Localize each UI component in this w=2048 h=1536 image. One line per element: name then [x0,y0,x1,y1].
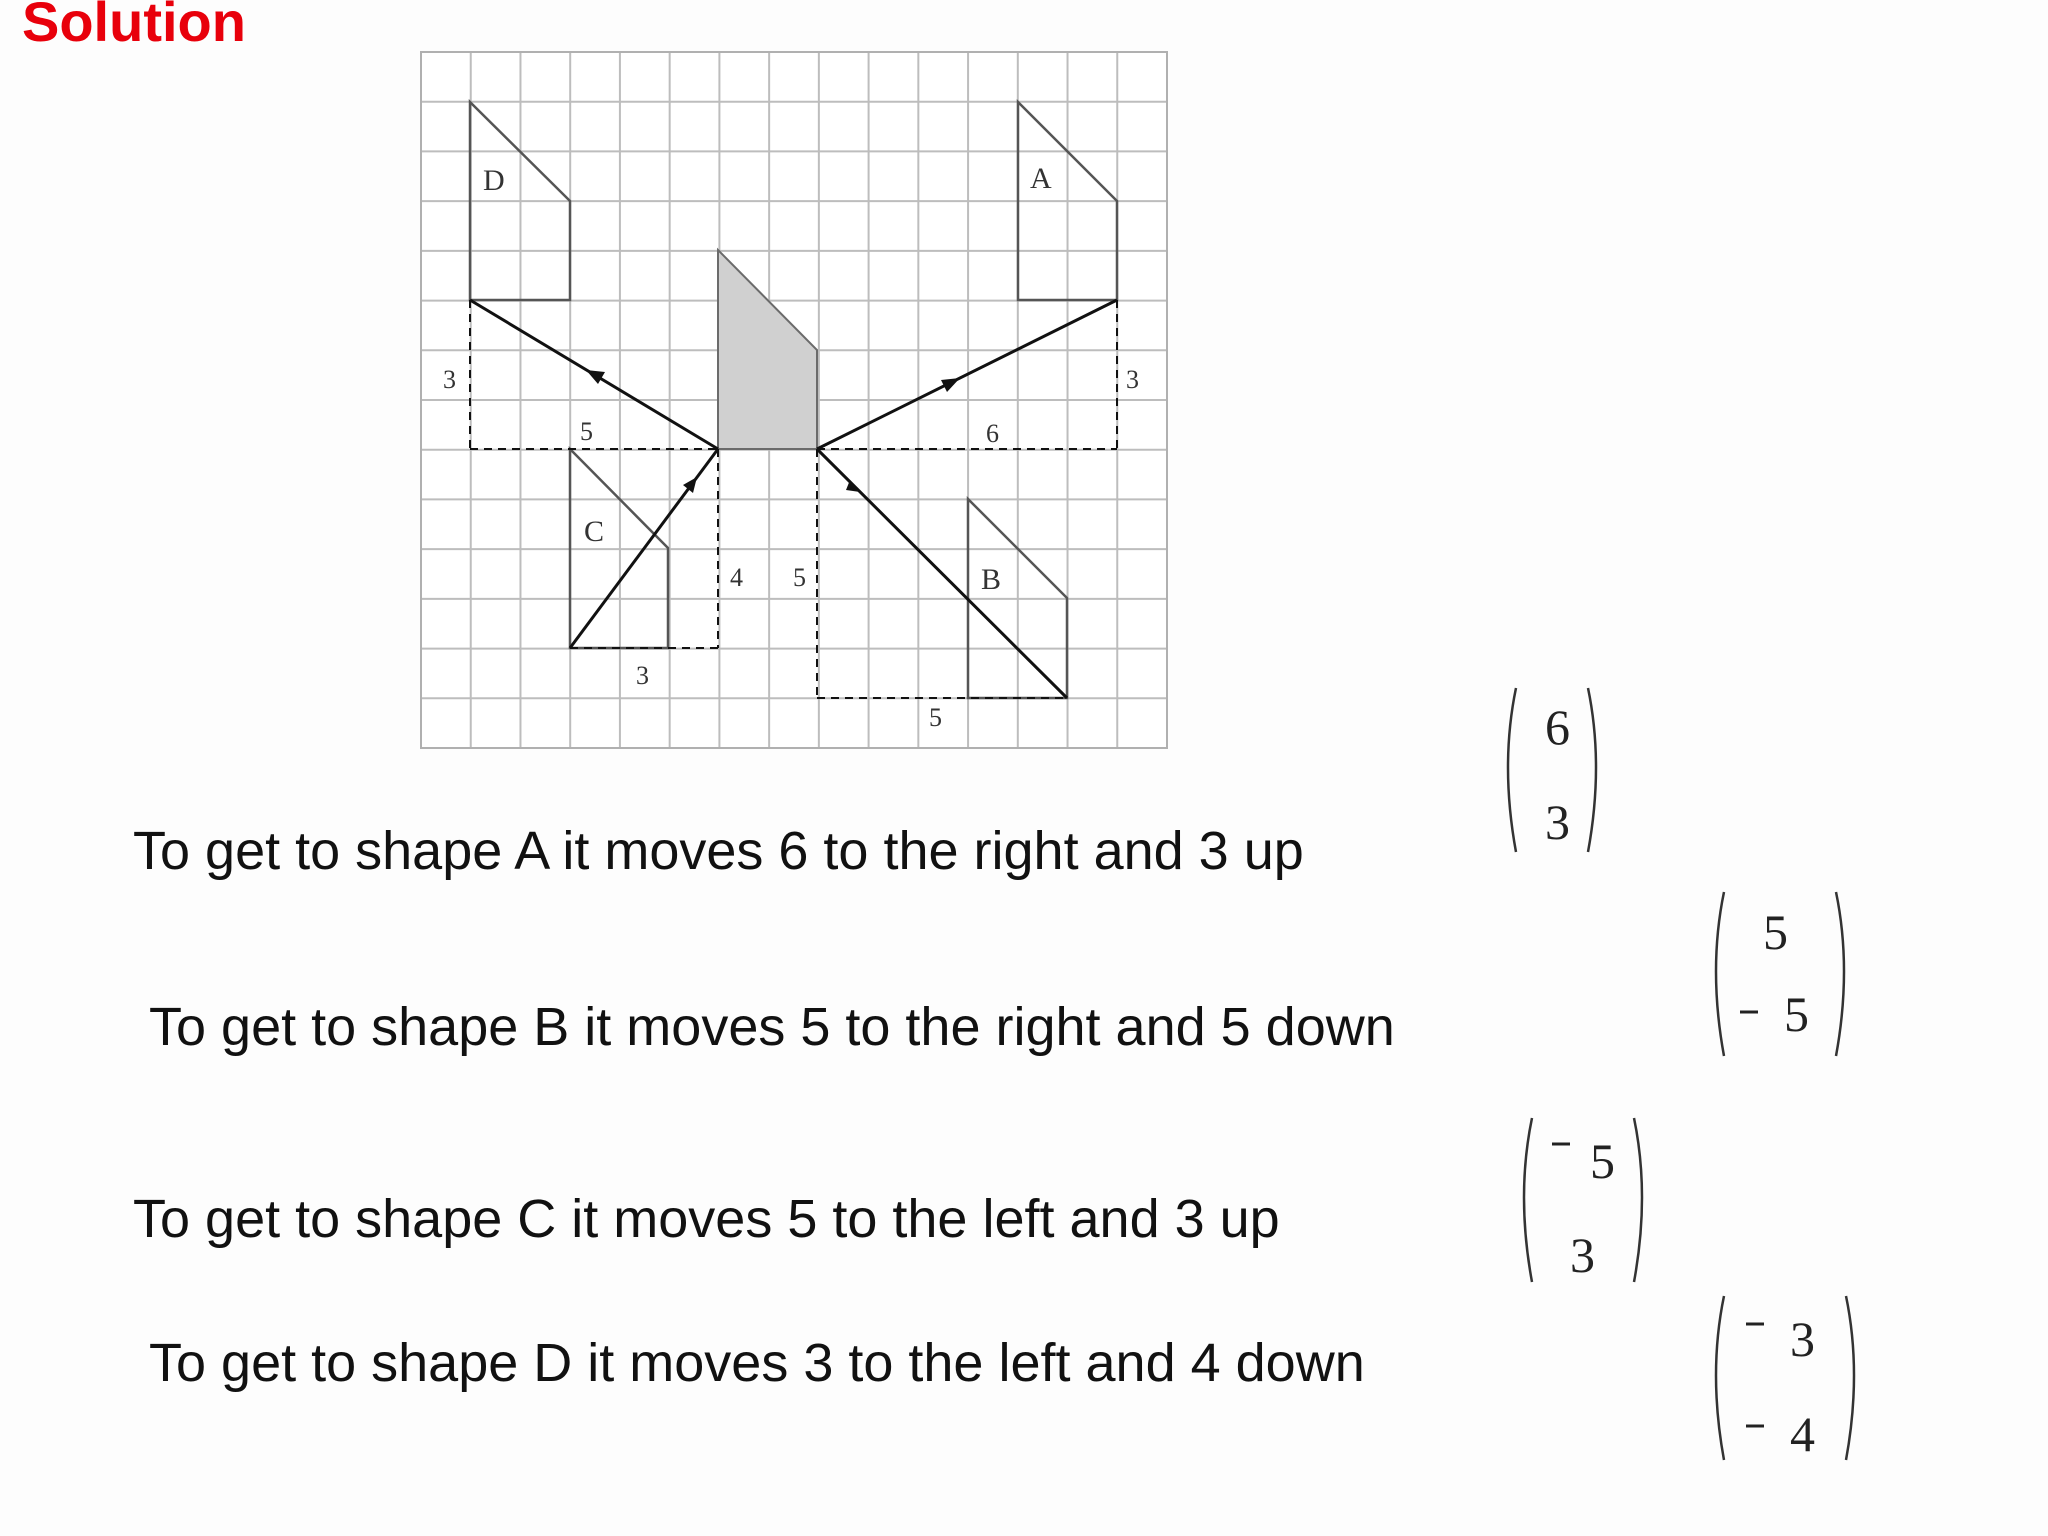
label-d: D [483,164,505,197]
statement-c: To get to shape C it moves 5 to the left and 3 up [133,1189,1280,1249]
vector-a-top: 6 [1545,699,1570,755]
paren-left [1508,688,1516,852]
measure-vert-5: 5 [793,563,806,592]
vector-b [1700,884,1860,1064]
vector-d-bottom: 4 [1790,1406,1815,1462]
measure-vert-4: 4 [730,563,743,592]
measure-left-3: 3 [443,365,456,394]
solution-title: Solution [22,0,246,53]
measure-bottom-5: 5 [929,703,942,732]
measure-top-6: 6 [986,419,999,448]
paren-right [1836,892,1844,1056]
label-b: B [981,563,1002,596]
vector-c [1508,1110,1658,1290]
vector-a [1492,680,1612,860]
statement-d: To get to shape D it moves 3 to the left and 4 down [149,1333,1365,1393]
vector-a-bottom: 3 [1545,794,1570,850]
measure-top-5: 5 [580,417,593,446]
label-a: A [1030,162,1052,195]
measure-right-3: 3 [1126,365,1139,394]
vector-d [1700,1288,1870,1468]
vector-c-top: 5 [1590,1133,1615,1189]
measure-bottom-3: 3 [636,661,649,690]
statement-a: To get to shape A it moves 6 to the right and 3 up [133,821,1304,881]
statement-b: To get to shape B it moves 5 to the right and 5 down [149,997,1395,1057]
vector-c-bottom: 3 [1570,1227,1595,1283]
vector-b-bottom: 5 [1784,986,1809,1042]
vector-d-top: 3 [1790,1311,1815,1367]
paren-right [1634,1118,1642,1282]
paren-right [1588,688,1596,852]
paren-left [1716,892,1724,1056]
paren-left [1716,1296,1724,1460]
paren-left [1524,1118,1532,1282]
label-c: C [584,515,605,548]
vector-b-top: 5 [1763,904,1788,960]
paren-right [1846,1296,1854,1460]
